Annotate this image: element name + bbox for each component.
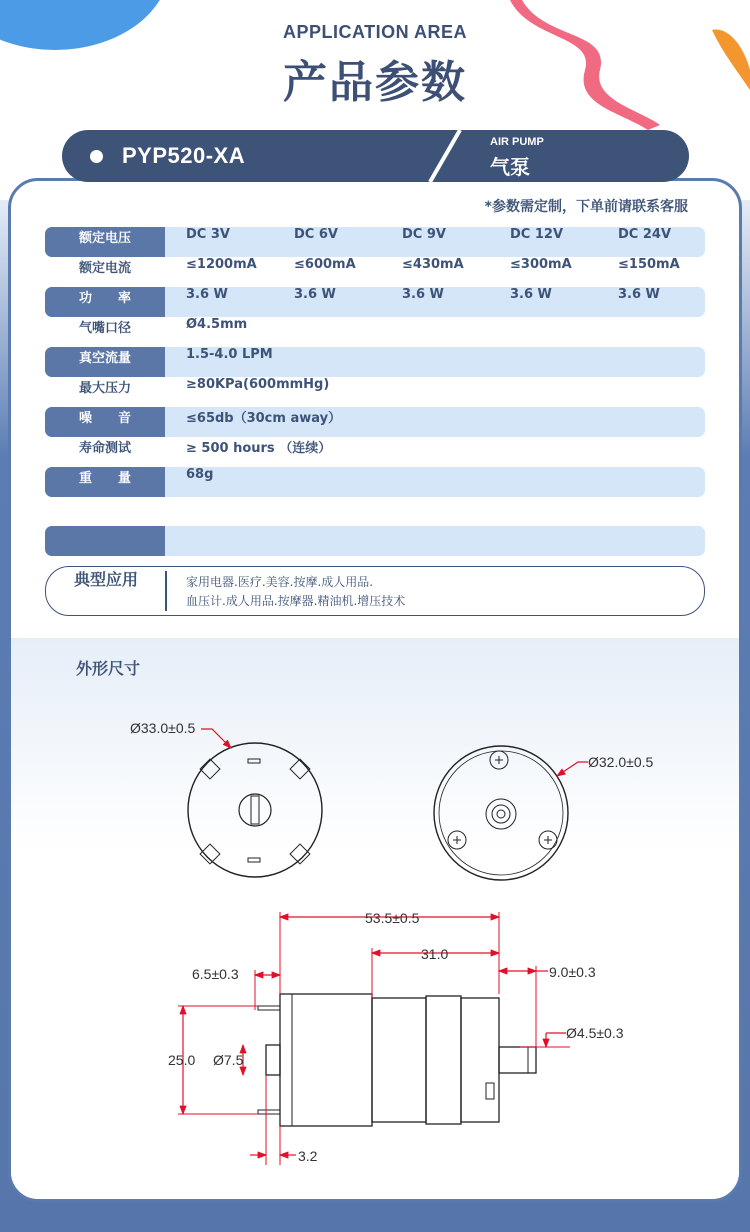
spec-label: 气嘴口径 bbox=[78, 321, 131, 336]
extension-lines bbox=[178, 912, 570, 1165]
boss-length-label: 3.2 bbox=[298, 1148, 318, 1164]
spec-value: 3.6 W bbox=[294, 287, 336, 302]
spec-value: 3.6 W bbox=[510, 287, 552, 302]
spec-label: 额定电压 bbox=[45, 227, 165, 257]
application-label: 典型应用 bbox=[73, 570, 138, 589]
dimension-title: 外形尺寸 bbox=[76, 659, 141, 678]
header-title-cn: 产品参数 bbox=[283, 57, 467, 108]
spec-value: 68g bbox=[186, 467, 214, 482]
front-view bbox=[130, 720, 322, 877]
spec-label: 真空流量 bbox=[45, 347, 165, 377]
side-view bbox=[258, 994, 536, 1126]
spec-label: 最大压力 bbox=[78, 381, 131, 396]
spec-value: ≤1200mA bbox=[186, 257, 257, 272]
front-diameter-label: Ø33.0±0.5 bbox=[130, 720, 196, 736]
terminal-length-label: 6.5±0.3 bbox=[192, 966, 239, 982]
model-name: PYP520-XA bbox=[122, 143, 246, 168]
application-line: 血压计.成人用品.按摩器.精油机.增压技术 bbox=[186, 594, 406, 608]
spec-value: Ø4.5mm bbox=[186, 317, 248, 332]
nozzle-length-label: 9.0±0.3 bbox=[549, 964, 596, 980]
product-type-cn: 气泵 bbox=[490, 155, 530, 179]
spec-value: ≤600mA bbox=[294, 257, 356, 272]
spec-value: DC 12V bbox=[510, 227, 564, 242]
back-view bbox=[434, 746, 653, 880]
spec-label: 额定电流 bbox=[78, 261, 131, 276]
spec-label: 噪 音 bbox=[45, 407, 165, 437]
custom-note: *参数需定制，下单前请联系客服 bbox=[484, 199, 688, 215]
spec-value: 3.6 W bbox=[618, 287, 660, 302]
total-length-label: 53.5±0.5 bbox=[365, 910, 420, 926]
spec-value: DC 3V bbox=[186, 227, 230, 242]
spec-value: ≤300mA bbox=[510, 257, 572, 272]
height-label: 25.0 bbox=[168, 1052, 196, 1068]
back-diameter-label: Ø32.0±0.5 bbox=[588, 754, 654, 770]
spec-value: 3.6 W bbox=[402, 287, 444, 302]
spec-value: ≤65db（30cm away） bbox=[186, 411, 342, 426]
dimension-lines bbox=[183, 917, 566, 1155]
spec-value: ≥80KPa(600mmHg) bbox=[186, 377, 330, 392]
spec-label: 寿命测试 bbox=[78, 441, 131, 456]
spec-value: DC 6V bbox=[294, 227, 338, 242]
spec-value: ≤430mA bbox=[402, 257, 464, 272]
spec-value: 1.5-4.0 LPM bbox=[186, 347, 273, 362]
spec-value: DC 24V bbox=[618, 227, 672, 242]
spec-value: ≤150mA bbox=[618, 257, 680, 272]
spec-value: 3.6 W bbox=[186, 287, 228, 302]
header-title-en: APPLICATION AREA bbox=[282, 22, 467, 42]
nozzle-diameter-label: Ø4.5±0.3 bbox=[566, 1025, 624, 1041]
product-type-en: AIR PUMP bbox=[490, 136, 544, 148]
spec-value: ≥ 500 hours （连续） bbox=[186, 441, 332, 456]
spec-label: 功 率 bbox=[45, 287, 165, 317]
body-length-label: 31.0 bbox=[421, 946, 449, 962]
boss-diameter-label: Ø7.5 bbox=[213, 1052, 244, 1068]
spec-label: 重 量 bbox=[45, 467, 165, 497]
spec-value: DC 9V bbox=[402, 227, 446, 242]
application-line: 家用电器.医疗.美容.按摩.成人用品. bbox=[186, 575, 374, 589]
